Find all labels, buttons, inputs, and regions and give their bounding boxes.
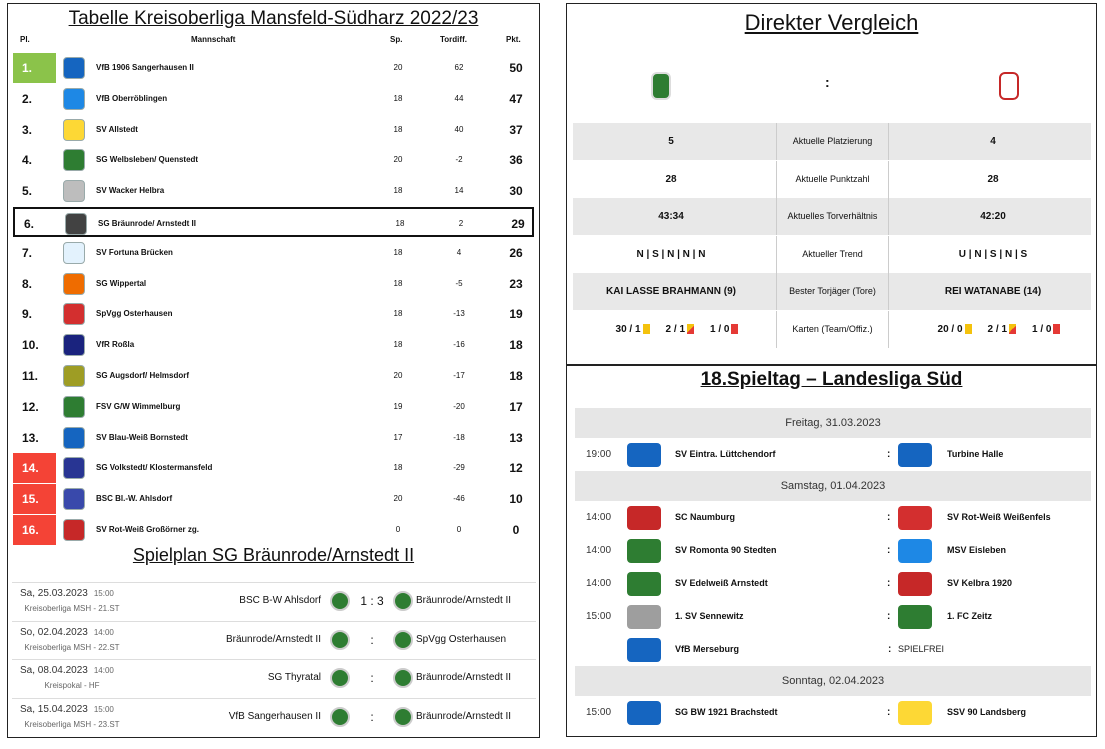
game-time: 15:00 [586, 611, 612, 622]
home-value: KAI LASSE BRAHMANN (9) [606, 286, 736, 297]
games-played: 18 [395, 219, 405, 228]
table-row[interactable] [13, 515, 533, 545]
away-value: 42:20 [980, 211, 1006, 222]
rank-cell: 13. [22, 430, 39, 445]
away-crest-icon [898, 701, 932, 725]
table-row[interactable] [13, 53, 533, 83]
points: 17 [509, 399, 523, 414]
table-row[interactable] [13, 484, 533, 514]
team-name: VfR Roßla [96, 340, 135, 350]
team-crest-icon [63, 396, 85, 418]
table-row[interactable] [13, 115, 533, 145]
fixture-time: 15:00 [93, 589, 114, 598]
team-crest-icon [65, 213, 87, 235]
away-crest-icon [393, 707, 413, 727]
rank-cell: 5. [22, 184, 33, 199]
points: 10 [509, 492, 523, 507]
away-value: 28 [987, 173, 999, 185]
comparison-row [573, 161, 1091, 198]
day-header: Sonntag, 02.04.2023 [575, 666, 1091, 696]
fixture-score: : [370, 709, 374, 724]
goal-difference: 40 [454, 124, 464, 134]
goal-difference: -18 [453, 432, 465, 442]
home-crest-icon [627, 572, 661, 596]
matchday-title: 18.Spieltag – Landesliga Süd [700, 369, 963, 390]
rank-cell: 4. [22, 153, 33, 168]
team-name: SV Fortuna Brücken [96, 247, 173, 257]
team-name: SpVgg Osterhausen [96, 309, 173, 319]
away-cards [895, 311, 1091, 348]
fixture-home-team: VfB Sangerhausen II [228, 710, 321, 722]
home-crest-icon [330, 630, 350, 650]
yellow-red-card-icon [1009, 324, 1016, 334]
team-name: SV Wacker Helbra [96, 186, 165, 196]
fixture-row[interactable] [12, 621, 536, 659]
away-team: SV Kelbra 1920 [947, 578, 1013, 588]
game-row[interactable] [575, 633, 1091, 666]
stat-label: Bester Torjäger (Tore) [776, 273, 889, 310]
home-team: SV Eintra. Lüttchendorf [675, 449, 776, 459]
points: 18 [509, 338, 523, 353]
team-crest-icon [63, 334, 85, 356]
away-team: Turbine Halle [947, 449, 1004, 459]
home-crest-icon [627, 701, 661, 725]
rank-cell: 14. [13, 453, 56, 483]
colon-separator: : [887, 545, 891, 556]
fixture-row[interactable] [12, 698, 536, 736]
home-cards [573, 311, 769, 348]
games-played: 18 [393, 309, 403, 319]
fixture-competition: Kreisoberliga MSH - 23.ST [24, 719, 120, 729]
fixture-date [20, 665, 114, 676]
points: 37 [509, 122, 523, 137]
game-time: 14:00 [586, 578, 612, 589]
team-name: SV Blau-Weiß Bornstedt [96, 432, 188, 442]
home-crest-icon [627, 443, 661, 467]
home-crest-icon [330, 668, 350, 688]
standings-title: Tabelle Kreisoberliga Mansfeld-Südharz 2022/23 [68, 8, 479, 29]
yellow-card-icon [965, 324, 972, 334]
points: 30 [509, 184, 523, 199]
games-played: 20 [393, 155, 403, 165]
game-row[interactable] [575, 567, 1091, 600]
fixture-date-text: So, 02.04.2023 [20, 626, 88, 638]
team-name: SG Bräunrode/ Arnstedt II [98, 219, 196, 228]
games-played: 20 [393, 371, 403, 380]
games-played: 0 [395, 525, 401, 534]
games-played: 18 [393, 463, 403, 473]
team-crest-icon [63, 119, 85, 141]
away-value: U | N | S | N | S [958, 248, 1028, 260]
stat-label: Karten (Team/Offiz.) [776, 311, 889, 348]
table-row[interactable] [13, 176, 533, 206]
stat-label: Aktueller Trend [776, 236, 889, 273]
fixture-date-text: Sa, 08.04.2023 [20, 665, 88, 676]
points: 0 [512, 523, 520, 537]
table-row[interactable] [13, 330, 533, 360]
team-crest-icon [63, 88, 85, 110]
fixture-date-text: Sa, 25.03.2023 [20, 588, 88, 599]
table-row[interactable] [13, 238, 533, 268]
card-count: 20 / 0 [937, 323, 963, 335]
rank-cell: 11. [22, 369, 39, 383]
team-crest-icon [63, 365, 85, 387]
goal-difference: -46 [453, 494, 465, 504]
bye-label: SPIELFREI [898, 644, 945, 654]
away-crest-icon [393, 591, 413, 611]
goal-difference: -17 [453, 371, 465, 380]
fixture-away-team: Bräunrode/Arnstedt II [416, 710, 512, 722]
team-crest-icon [63, 488, 85, 510]
yellow-red-card-icon [687, 324, 694, 334]
rank-cell: 15. [13, 484, 56, 514]
team-crest-icon [63, 57, 85, 79]
away-crest-icon [898, 443, 932, 467]
team-name: VfB 1906 Sangerhausen II [96, 63, 194, 72]
points: 26 [509, 245, 523, 260]
game-time: 19:00 [586, 449, 612, 460]
points: 36 [509, 153, 523, 168]
fixture-away-team: Bräunrode/Arnstedt II [416, 672, 512, 683]
home-team: SC Naumburg [675, 512, 736, 522]
fixture-competition: Kreisoberliga MSH - 22.ST [24, 642, 120, 652]
team-crest-icon [63, 273, 85, 295]
game-row[interactable] [575, 438, 1091, 471]
home-crest-icon [651, 72, 671, 100]
table-row[interactable] [13, 299, 533, 329]
table-row[interactable] [13, 207, 534, 237]
comparison-title: Direkter Vergleich [744, 10, 919, 35]
header-diff: Tordiff. [440, 35, 467, 44]
rank-cell: 16. [13, 515, 56, 545]
fixture-home-team: BSC B-W Ahlsdorf [239, 595, 321, 606]
away-team: SV Rot-Weiß Weißenfels [947, 512, 1051, 522]
fixture-date [20, 704, 114, 715]
away-crest-icon [898, 506, 932, 530]
team-name: FSV G/W Wimmelburg [96, 401, 181, 411]
home-crest-icon [627, 506, 661, 530]
header-team: Mannschaft [191, 35, 236, 44]
games-played: 20 [393, 494, 403, 504]
goal-difference: -16 [453, 340, 465, 350]
colon-separator: : [887, 578, 891, 589]
points: 23 [509, 276, 523, 291]
games-played: 18 [393, 340, 403, 350]
home-team: SG BW 1921 Brachstedt [675, 707, 778, 717]
rank-cell: 8. [22, 276, 33, 291]
away-team: MSV Eisleben [947, 545, 1007, 555]
home-team: SV Edelweiß Arnstedt [675, 578, 768, 588]
rank-cell: 9. [22, 307, 33, 322]
fixture-competition: Kreispokal - HF [44, 681, 100, 690]
games-played: 19 [393, 401, 403, 411]
matchday-panel [566, 365, 1097, 737]
games-played: 18 [393, 186, 403, 196]
colon-separator: : [888, 644, 892, 655]
rank-cell: 1. [13, 53, 56, 83]
standings-panel [7, 3, 540, 738]
comparison-row [573, 198, 1091, 235]
colon-separator: : [887, 449, 891, 460]
fixture-time: 15:00 [93, 704, 114, 714]
card-count: 2 / 1 [987, 323, 1008, 335]
yellow-card-icon [643, 324, 650, 334]
rank-cell: 12. [22, 399, 39, 414]
games-played: 18 [393, 247, 403, 257]
fixture-time: 14:00 [93, 666, 114, 675]
stat-label: Aktuelle Punktzahl [776, 161, 889, 198]
stat-label: Aktuelles Torverhältnis [776, 198, 889, 235]
goal-difference: 62 [454, 63, 464, 72]
fixture-score: : [370, 671, 374, 685]
game-row[interactable] [575, 696, 1091, 729]
away-crest-icon [999, 72, 1019, 100]
games-played: 18 [393, 124, 403, 134]
table-row[interactable] [13, 84, 533, 114]
games-played: 20 [393, 63, 403, 72]
team-name: SV Rot-Weiß Großörner zg. [96, 525, 199, 534]
points: 12 [509, 461, 523, 476]
card-count: 30 / 1 [615, 323, 641, 335]
away-crest-icon [898, 605, 932, 629]
points: 18 [509, 369, 523, 383]
home-team: 1. SV Sennewitz [675, 611, 744, 621]
team-name: VfB Oberröblingen [96, 93, 168, 103]
day-header: Freitag, 31.03.2023 [575, 408, 1091, 438]
away-crest-icon [898, 572, 932, 596]
team-name: SV Allstedt [96, 124, 138, 134]
game-row[interactable] [575, 534, 1091, 567]
rank-cell: 10. [22, 338, 39, 353]
goal-difference: 44 [454, 93, 464, 103]
goal-difference: -2 [455, 155, 463, 165]
cards-row [573, 311, 1091, 348]
rank-cell: 6. [24, 217, 35, 231]
home-crest-icon [627, 638, 661, 662]
fixture-home-team: SG Thyratal [267, 672, 321, 683]
red-card-icon [1053, 324, 1060, 334]
away-crest-icon [393, 668, 413, 688]
header-pkt: Pkt. [506, 35, 521, 44]
game-time: 14:00 [586, 512, 612, 523]
fixture-row[interactable] [12, 659, 536, 697]
points: 29 [511, 217, 525, 231]
fixture-home-team: Bräunrode/Arnstedt II [225, 633, 321, 645]
team-name: SG Augsdorf/ Helmsdorf [96, 371, 190, 380]
goal-difference: 4 [456, 247, 462, 257]
standings-header [8, 35, 539, 49]
team-crest-icon [63, 303, 85, 325]
header-pl: Pl. [20, 35, 30, 44]
rank-cell: 3. [22, 122, 33, 137]
points: 47 [509, 91, 523, 106]
home-value: N | S | N | N | N [636, 248, 706, 260]
home-crest-icon [627, 605, 661, 629]
fixture-competition: Kreisoberliga MSH - 21.ST [24, 604, 120, 613]
away-value: REI WATANABE (14) [944, 286, 1042, 297]
table-row[interactable] [13, 423, 533, 453]
stat-label: Aktuelle Platzierung [776, 123, 889, 160]
points: 50 [509, 61, 523, 75]
header-sp: Sp. [390, 35, 403, 44]
table-row[interactable] [13, 453, 533, 483]
goal-difference: 2 [458, 219, 464, 228]
fixture-date [20, 627, 114, 638]
card-count: 1 / 0 [710, 323, 730, 335]
team-name: SG Welbsleben/ Quenstedt [96, 155, 199, 165]
team-name: BSC Bl.-W. Ahlsdorf [96, 494, 173, 504]
home-crest-icon [330, 591, 350, 611]
rank-cell: 7. [22, 245, 33, 260]
fixture-time: 14:00 [93, 627, 114, 637]
colon-separator: : [887, 512, 891, 523]
home-value: 43:34 [658, 211, 684, 222]
goal-difference: -20 [453, 401, 465, 411]
colon-separator: : [887, 707, 891, 718]
table-row[interactable] [13, 361, 533, 391]
comparison-row [573, 123, 1091, 160]
away-crest-icon [393, 630, 413, 650]
games-played: 18 [393, 93, 403, 103]
rank-cell: 2. [22, 91, 33, 106]
comparison-row [573, 273, 1091, 310]
team-crest-icon [63, 149, 85, 171]
home-crest-icon [627, 539, 661, 563]
card-count: 1 / 0 [1032, 323, 1052, 335]
red-card-icon [731, 324, 738, 334]
game-row[interactable] [575, 600, 1091, 633]
goal-difference: -5 [455, 278, 463, 288]
game-row[interactable] [575, 501, 1091, 534]
games-played: 17 [393, 432, 403, 442]
schedule-title: Spielplan SG Bräunrode/Arnstedt II [132, 545, 415, 565]
fixture-away-team: SpVgg Osterhausen [416, 633, 507, 645]
home-value: 5 [668, 136, 674, 147]
team-crest-icon [63, 519, 85, 541]
points: 13 [509, 430, 523, 445]
home-team: VfB Merseburg [675, 644, 740, 654]
home-team: SV Romonta 90 Stedten [675, 545, 777, 555]
away-crest-icon [898, 539, 932, 563]
team-crest-icon [63, 242, 85, 264]
card-count: 2 / 1 [665, 323, 686, 335]
away-team: 1. FC Zeitz [947, 611, 993, 621]
goal-difference: 0 [456, 525, 462, 534]
home-value: 28 [665, 173, 677, 185]
fixture-date [20, 588, 114, 599]
goal-difference: -29 [453, 463, 465, 473]
team-crest-icon [63, 457, 85, 479]
fixture-date-text: Sa, 15.04.2023 [20, 703, 88, 715]
colon-separator: : [887, 611, 891, 622]
fixture-away-team: Bräunrode/Arnstedt II [416, 595, 512, 606]
games-played: 18 [393, 278, 403, 288]
team-name: SG Wippertal [96, 278, 147, 288]
team-crest-icon [63, 427, 85, 449]
comparison-colon: : [825, 74, 830, 90]
home-crest-icon [330, 707, 350, 727]
table-row[interactable] [13, 392, 533, 422]
away-team: SSV 90 Landsberg [947, 707, 1027, 717]
comparison-panel [566, 3, 1097, 365]
team-name: SG Volkstedt/ Klostermansfeld [96, 463, 213, 473]
table-row[interactable] [13, 145, 533, 175]
fixture-score: : [370, 632, 374, 647]
away-value: 4 [990, 136, 996, 147]
table-row[interactable] [13, 269, 533, 299]
goal-difference: -13 [453, 309, 465, 319]
fixture-row[interactable] [12, 582, 536, 620]
team-crest-icon [63, 180, 85, 202]
day-header: Samstag, 01.04.2023 [575, 471, 1091, 501]
points: 19 [509, 307, 523, 322]
goal-difference: 14 [454, 186, 464, 196]
comparison-row [573, 236, 1091, 273]
game-time: 14:00 [586, 545, 612, 556]
fixture-score: 1 : 3 [360, 594, 384, 608]
game-time: 15:00 [586, 707, 612, 718]
